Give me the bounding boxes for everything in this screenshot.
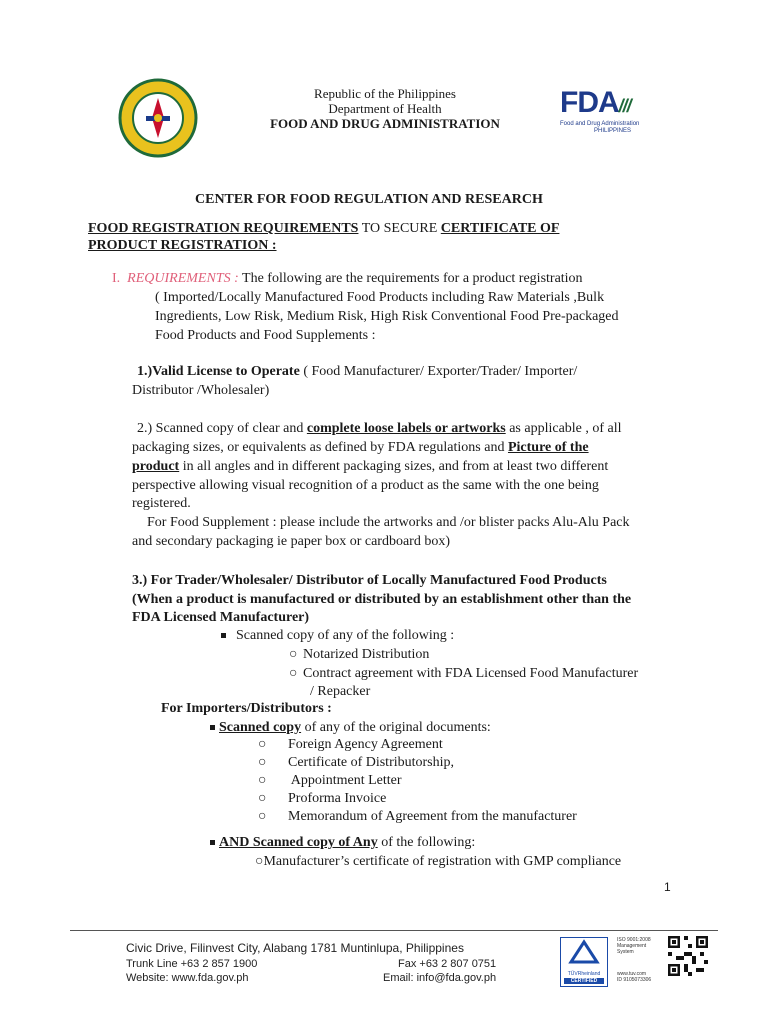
iso-line5: ID 9105073306 — [617, 977, 652, 983]
page-number: 1 — [664, 880, 671, 894]
list-item — [258, 772, 577, 790]
subtitle-part2: TO SECURE — [358, 221, 441, 236]
tuv-brand: TÜVRheinland — [567, 971, 601, 977]
item2-c1: product — [132, 459, 180, 474]
item1-rest: ( Food Manufacturer/ Exporter/Trader/ Importer/ — [299, 364, 578, 379]
subtitle-part3: CERTIFICATE OF — [440, 221, 560, 236]
doh-seal-icon — [118, 78, 198, 158]
item2-line1 — [137, 420, 622, 438]
header-line-doh: Department of Health — [328, 101, 442, 116]
tuv-cert-badge — [560, 937, 608, 987]
list-item — [258, 754, 577, 772]
circle-bullet-icon: ○ — [258, 773, 267, 788]
item2-line3 — [132, 458, 608, 476]
footer-divider — [70, 930, 718, 931]
iso-line1: ISO 9001:2008 — [617, 937, 651, 943]
item2-line4: perspective allowing visual recognition of a product as the same with the one being — [132, 478, 599, 493]
importers-bullet1 — [210, 719, 491, 737]
circle-bullet-icon: ○ — [258, 737, 267, 752]
fda-logo-sub1: Food and Drug Administration — [560, 121, 640, 127]
subtitle-part4: PRODUCT REGISTRATION : — [88, 238, 277, 253]
footer-email: Email: info@fda.gov.ph — [383, 972, 497, 984]
item2-a1: 2.) Scanned copy of clear and — [137, 421, 307, 436]
circle-bullet-icon: ○ — [258, 809, 267, 824]
item3-sub2 — [289, 665, 638, 683]
doh-seal — [118, 78, 198, 158]
item1-bold: 1.)Valid License to Operate — [137, 364, 300, 379]
section1-intro2: ( Imported/Locally Manufactured Food Products including Raw Materials ,Bulk — [155, 290, 605, 305]
item3-bullet-text: Scanned copy of any of the following : — [236, 628, 455, 643]
section1-heading — [112, 270, 583, 288]
qr-code-icon — [668, 936, 708, 976]
importers-b1-underlined: Scanned copy — [219, 720, 302, 735]
item1-line2: Distributor /Wholesaler) — [132, 383, 270, 398]
fda-logo — [560, 88, 670, 138]
circle-bullet-icon: ○ — [258, 791, 267, 806]
importers-b1-rest: of any of the original documents: — [301, 720, 491, 735]
item2-b2: Picture of the — [507, 440, 589, 455]
list-item-text: Certificate of Distributorship, — [288, 755, 455, 770]
importers-b2-underlined: AND Scanned copy of Any — [219, 835, 378, 850]
item3-sub1-text: Notarized Distribution — [303, 647, 430, 662]
footer-website: Website: www.fda.gov.ph — [126, 972, 249, 984]
importers-b2-rest: of the following: — [377, 835, 476, 850]
list-item-text: Memorandum of Agreement from the manufacturer — [288, 809, 577, 824]
item3-line3: FDA Licensed Manufacturer) — [132, 610, 310, 625]
item3-sub2b: / Repacker — [310, 684, 371, 699]
item1-line1 — [137, 363, 577, 381]
item2-line2 — [132, 439, 589, 457]
item3-bullet — [221, 627, 454, 645]
header-line-republic: Republic of the Philippines — [314, 86, 456, 101]
section1-intro4: Food Products and Food Supplements : — [155, 328, 376, 343]
square-bullet-icon — [210, 725, 215, 730]
section1-numeral: I. — [112, 271, 121, 286]
tuv-certified: CERTIFIED — [564, 978, 604, 984]
list-item — [258, 808, 577, 826]
circle-bullet-icon: ○ — [289, 647, 298, 662]
footer-trunk: Trunk Line +63 2 857 1900 — [126, 958, 258, 970]
subtitle-part1: FOOD REGISTRATION REQUIREMENTS — [88, 221, 359, 236]
item3-sub1 — [289, 646, 429, 664]
list-item — [258, 790, 577, 808]
item2-c2: in all angles and in different packaging sizes, and from at least two different — [179, 459, 609, 474]
importers-last-text: Manufacturer’s certificate of registration with GMP compliance — [263, 854, 622, 869]
fda-logo-stripes-icon: /// — [618, 96, 631, 116]
subtitle-line1 — [88, 220, 559, 238]
item2-a2: complete loose labels or artworks — [306, 421, 506, 436]
list-item-text: Foreign Agency Agreement — [288, 737, 443, 752]
square-bullet-icon — [221, 633, 226, 638]
fda-logo-sub2: PHILIPPINES — [594, 128, 632, 134]
importers-title: For Importers/Distributors : — [161, 701, 332, 716]
item2-line5: registered. — [132, 496, 191, 511]
importers-bullet2 — [210, 834, 475, 852]
footer-fax: Fax +63 2 807 0751 — [398, 958, 497, 970]
circle-bullet-icon: ○ — [255, 854, 264, 869]
square-bullet-icon — [210, 840, 215, 845]
section1-label: REQUIREMENTS : — [127, 271, 239, 286]
item3-sub2-text: Contract agreement with FDA Licensed Food Manufacturer — [303, 666, 639, 681]
list-item — [258, 736, 577, 754]
item2-a3: as applicable , of all — [505, 421, 622, 436]
tuv-triangle-icon — [561, 938, 607, 966]
item3-line1: 3.) For Trader/Wholesaler/ Distributor of Locally Manufactured Food Products — [132, 573, 607, 588]
footer-address: Civic Drive, Filinvest City, Alabang 1781 Muntinlupa, Philippines — [126, 941, 464, 955]
item2-b1: packaging sizes, or equivalents as defined by FDA regulations and — [132, 440, 508, 455]
circle-bullet-icon: ○ — [258, 755, 267, 770]
importers-doc-list — [258, 736, 577, 826]
iso-line3: System — [617, 949, 634, 955]
header-line-fda: FOOD AND DRUG ADMINISTRATION — [270, 116, 500, 131]
item2-line6: For Food Supplement : please include the artworks and /or blister packs Alu-Alu Pack — [147, 515, 630, 530]
list-item-text: Appointment Letter — [288, 773, 402, 788]
item3-line2: (When a product is manufactured or distributed by an establishment other than the — [132, 592, 632, 607]
circle-bullet-icon: ○ — [289, 666, 298, 681]
iso-line2: Management — [617, 943, 647, 949]
iso-line4: www.tuv.com — [617, 971, 647, 977]
center-title: CENTER FOR FOOD REGULATION AND RESEARCH — [195, 192, 543, 207]
section1-intro3: Ingredients, Low Risk, Medium Risk, High Risk Conventional Food Pre-packaged — [155, 309, 619, 324]
fda-logo-text: FDA — [560, 86, 619, 119]
iso-info — [617, 937, 651, 983]
importers-last — [255, 853, 621, 871]
item2-line7: and secondary packaging ie paper box or cardboard box) — [132, 534, 450, 549]
section1-intro1: The following are the requirements for a product registration — [238, 271, 583, 286]
list-item-text: Proforma Invoice — [288, 791, 387, 806]
